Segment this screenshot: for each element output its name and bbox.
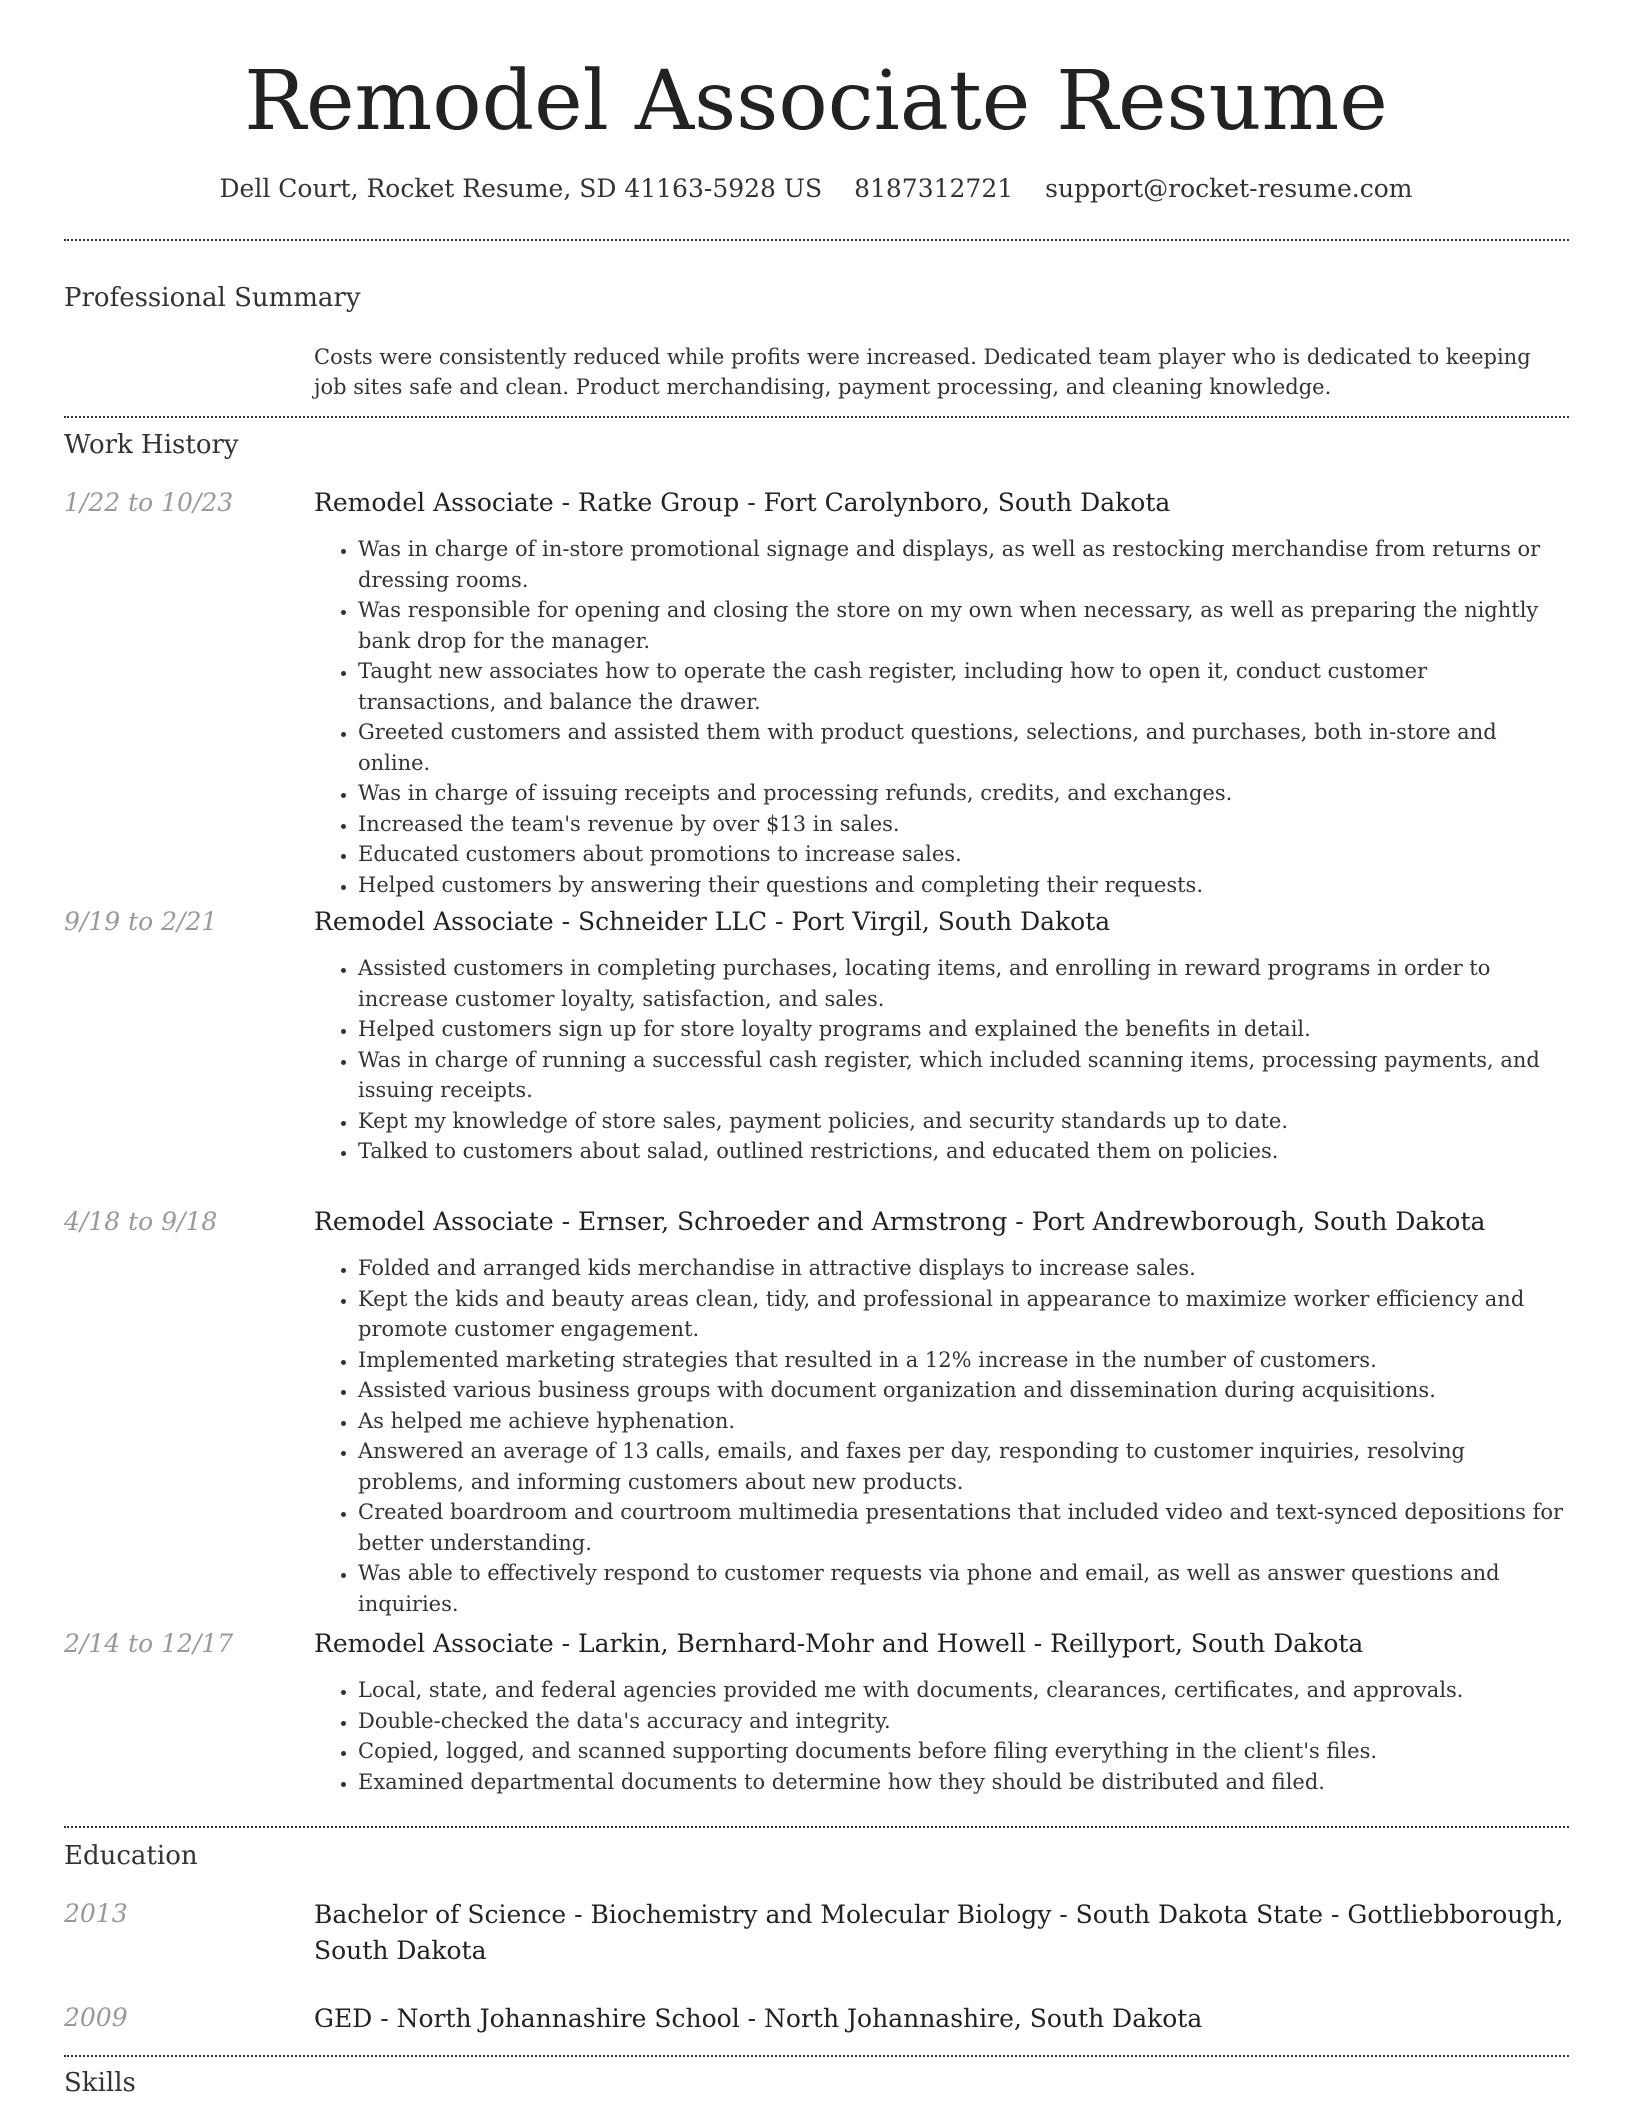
bullet-item: • Double-checked the data's accuracy and integrity. [358,1706,1569,1737]
contact-phone: 8187312721 [854,174,1014,203]
section-divider [64,416,1569,418]
bullet-item: • Helped customers sign up for store loyalty programs and explained the benefits in detail. [358,1014,1569,1045]
section-divider [64,1826,1569,1828]
summary-text: Costs were consistently reduced while profits were increased. Dedicated team player who is dedicated to keeping job sites safe and clean. Product merchandising, payment processing, and cleaning knowledge. [314,345,1531,399]
job-dates: 1/22 to 10/23 [64,488,234,517]
bullet-item: • Educated customers about promotions to increase sales. [358,839,1569,870]
job-bullets [314,1253,1569,1619]
summary-heading: Professional Summary [64,283,361,313]
contact-email: support@rocket-resume.com [1045,174,1413,203]
job-bullets [314,953,1569,1167]
contact-line [0,172,1632,206]
bullet-item: • Copied, logged, and scanned supporting documents before filing everything in the client's files. [358,1736,1569,1767]
bullet-item: • Taught new associates how to operate the cash register, including how to open it, conduct customer transactions, and balance the drawer. [358,656,1569,717]
bullet-item: • Was responsible for opening and closing the store on my own when necessary, as well as preparing the nightly bank drop for the manager. [358,595,1569,656]
skills-heading: Skills [64,2068,136,2098]
bullet-item: • Kept my knowledge of store sales, payment policies, and security standards up to date. [358,1106,1569,1137]
section-divider [64,2055,1569,2057]
bullet-item: • Talked to customers about salad, outlined restrictions, and educated them on policies. [358,1136,1569,1167]
bullet-item: • Assisted various business groups with document organization and dissemination during acquisitions. [358,1375,1569,1406]
job-title: Remodel Associate - Ernser, Schroeder and Armstrong - Port Andrewborough, South Dakota [314,1207,1486,1236]
bullet-item: • Kept the kids and beauty areas clean, tidy, and professional in appearance to maximize worker efficiency and promote customer engagement. [358,1284,1569,1345]
job-bullets [314,1675,1569,1797]
contact-address: Dell Court, Rocket Resume, SD 41163-5928 US [219,174,823,203]
bullet-item: • Was in charge of issuing receipts and processing refunds, credits, and exchanges. [358,778,1569,809]
bullet-item: • Increased the team's revenue by over $13 in sales. [358,809,1569,840]
section-divider [64,239,1569,241]
job-title: Remodel Associate - Larkin, Bernhard-Mohr and Howell - Reillyport, South Dakota [314,1629,1364,1658]
bullet-item: • Folded and arranged kids merchandise in attractive displays to increase sales. [358,1253,1569,1284]
education-degree: GED - North Johannashire School - North Johannashire, South Dakota [314,2004,1203,2033]
bullet-item: • Examined departmental documents to determine how they should be distributed and filed. [358,1767,1569,1798]
job-title: Remodel Associate - Ratke Group - Fort Carolynboro, South Dakota [314,488,1171,517]
bullet-item: • Was in charge of in-store promotional signage and displays, as well as restocking merchandise from returns or dressing rooms. [358,534,1569,595]
job-dates: 4/18 to 9/18 [64,1207,218,1236]
bullet-item: • As helped me achieve hyphenation. [358,1406,1569,1437]
resume-title: Remodel Associate Resume [244,54,1388,149]
education-year: 2009 [64,2003,128,2032]
bullet-item: • Answered an average of 13 calls, emails, and faxes per day, responding to customer inquiries, resolving problems, and informing customers about new products. [358,1436,1569,1497]
job-bullets [314,534,1569,900]
bullet-item: • Created boardroom and courtroom multimedia presentations that included video and text-synced depositions for better understanding. [358,1497,1569,1558]
work-history-heading: Work History [64,430,239,460]
bullet-item: • Was able to effectively respond to customer requests via phone and email, as well as answer questions and inquiries. [358,1558,1569,1619]
education-degree: Bachelor of Science - Biochemistry and Molecular Biology - South Dakota State - Gottliebborough, South Dakota [314,1900,1564,1965]
bullet-item: • Local, state, and federal agencies provided me with documents, clearances, certificates, and approvals. [358,1675,1569,1706]
education-year: 2013 [64,1899,128,1928]
job-title: Remodel Associate - Schneider LLC - Port Virgil, South Dakota [314,907,1111,936]
bullet-item: • Was in charge of running a successful cash register, which included scanning items, processing payments, and issuing receipts. [358,1045,1569,1106]
education-heading: Education [64,1841,198,1871]
job-dates: 9/19 to 2/21 [64,907,218,936]
job-dates: 2/14 to 12/17 [64,1629,234,1658]
bullet-item: • Greeted customers and assisted them with product questions, selections, and purchases, both in-store and online. [358,717,1569,778]
bullet-item: • Assisted customers in completing purchases, locating items, and enrolling in reward programs in order to increase customer loyalty, satisfaction, and sales. [358,953,1569,1014]
bullet-item: • Helped customers by answering their questions and completing their requests. [358,870,1569,901]
bullet-item: • Implemented marketing strategies that resulted in a 12% increase in the number of customers. [358,1345,1569,1376]
